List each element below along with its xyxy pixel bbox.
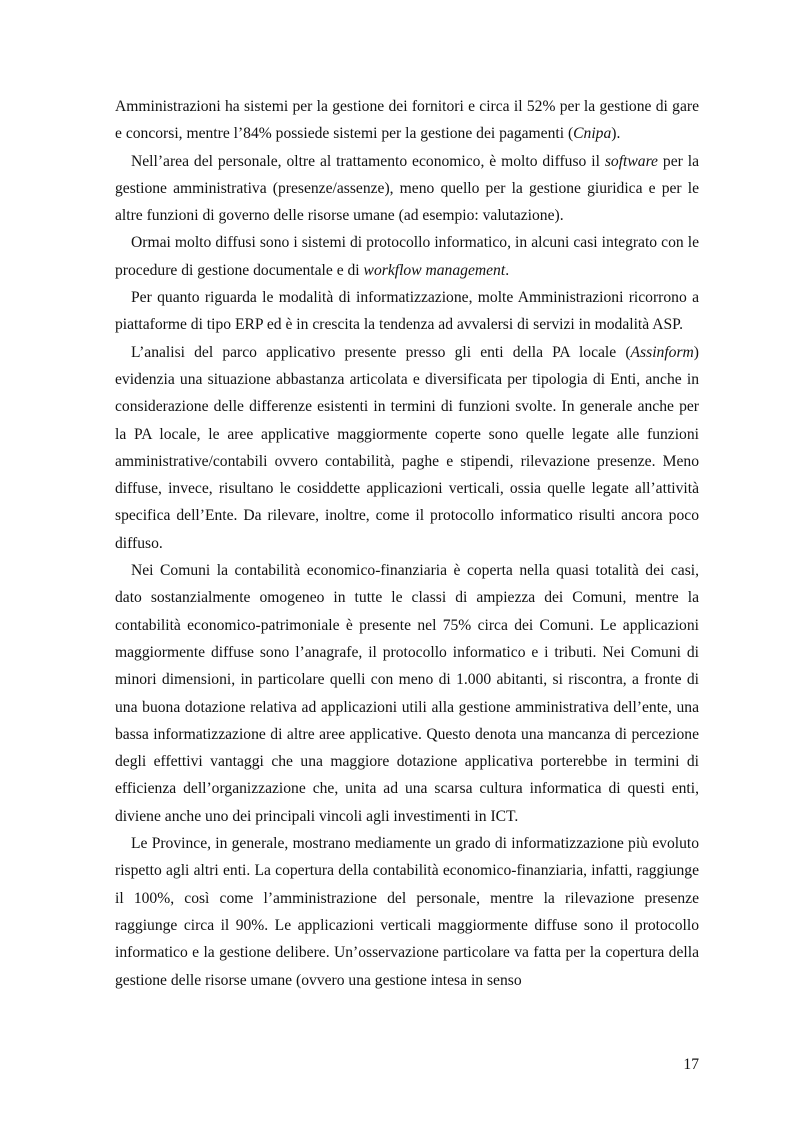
text-run: Ormai molto diffusi sono i sistemi di protocollo informatico, in alcuni casi integrato con le procedure di gestione documentale e di	[115, 234, 699, 279]
paragraph-5	[115, 339, 699, 557]
text-run: per la gestione amministrativa (presenze/assenze), meno quello per la gestione giuridica e per le altre funzioni di governo delle risorse umane (ad esempio: valutazione).	[115, 152, 699, 225]
text-run: L’analisi del parco applicativo presente presso gli enti della PA locale (	[131, 343, 631, 361]
italic-term-software: software	[604, 152, 658, 170]
text-run: .	[505, 261, 510, 279]
paragraph-7	[115, 830, 699, 994]
document-body	[115, 93, 699, 994]
text-run: ).	[611, 125, 621, 143]
paragraph-2	[115, 148, 699, 230]
text-run: Nell’area del personale, oltre al trattamento economico, è molto diffuso il	[131, 152, 605, 170]
text-run: ) evidenzia una situazione abbastanza articolata e diversificata per tipologia di Enti, anche in considerazione delle differenze esistenti in termini di funzioni svolte. In generale anche per la PA locale, le aree applicative maggiormente coperte sono quelle legate alle funzioni amministrative/contabili ovvero contabilità, paghe e stipendi, rilevazione presenze. Meno diffuse, invece, risultano le cosiddette applicazioni verticali, ossia quelle legate all’attività specifica dell’Ente. Da rilevare, inoltre, come il protocollo informatico risulti ancora poco diffuso.	[115, 343, 699, 552]
paragraph-1	[115, 93, 699, 148]
text-run: Nei Comuni la contabilità economico-finanziaria è coperta nella quasi totalità dei casi, dato sostanzialmente omogeneo in tutte le classi di ampiezza dei Comuni, mentre la contabilità economico-patrimoniale è presente nel 75% circa dei Comuni. Le applicazioni maggiormente diffuse sono l’anagrafe, il protocollo informatico e i tributi. Nei Comuni di minori dimensioni, in particolare quelli con meno di 1.000 abitanti, si riscontra, a fronte di una buona dotazione relativa ad applicazioni utili alla gestione amministrativa dell’ente, una bassa informatizzazione di altre aree applicative. Questo denota una mancanza di percezione degli effettivi vantaggi che una maggiore dotazione applicativa porterebbe in termini di efficienza dell’organizzazione che, unita ad una scarsa cultura informatica di questi enti, diviene anche uno dei principali vincoli agli investimenti in ICT.	[115, 562, 699, 825]
paragraph-3	[115, 229, 699, 284]
italic-term-cnipa: Cnipa	[573, 125, 612, 143]
text-run: Per quanto riguarda le modalità di informatizzazione, molte Amministrazioni ricorrono a piattaforme di tipo ERP ed è in crescita la tendenza ad avvalersi di servizi in modalità ASP.	[115, 289, 699, 334]
paragraph-6	[115, 557, 699, 830]
text-run: Le Province, in generale, mostrano mediamente un grado di informatizzazione più evoluto rispetto agli altri enti. La copertura della contabilità economico-finanziaria, infatti, raggiunge il 100%, così come l’amministrazione del personale, mentre la rilevazione presenze raggiunge circa il 90%. Le applicazioni verticali maggiormente diffuse sono il protocollo informatico e la gestione delibere. Un’osservazione particolare va fatta per la copertura della gestione delle risorse umane (ovvero una gestione intesa in senso	[115, 835, 699, 989]
italic-term-workflow-management: workflow management	[363, 261, 506, 279]
text-run: Amministrazioni ha sistemi per la gestione dei fornitori e circa il 52% per la gestione di gare e concorsi, mentre l’84% possiede sistemi per la gestione dei pagamenti (	[115, 98, 699, 143]
italic-term-assinform: Assinform	[630, 343, 694, 361]
paragraph-4	[115, 284, 699, 339]
page-number: 17	[683, 1056, 699, 1073]
